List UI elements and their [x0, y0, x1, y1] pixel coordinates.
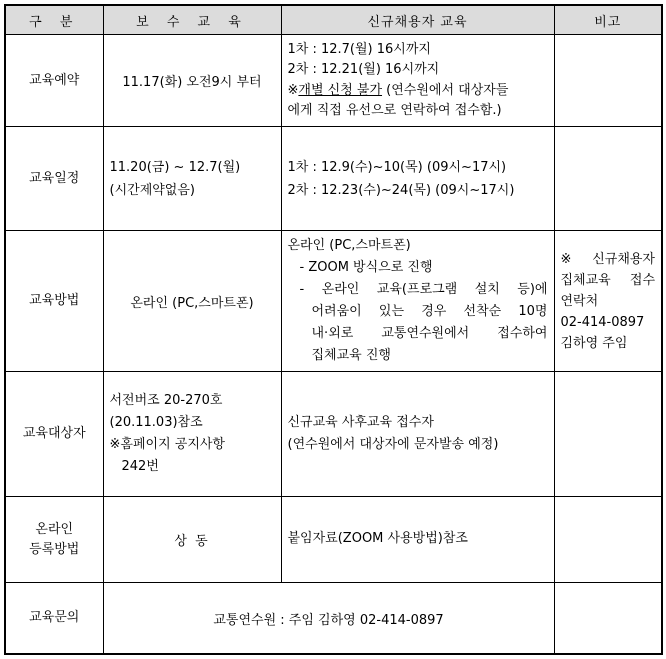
- label-method: 교육방법: [5, 231, 103, 372]
- reservation-existing: 11.17(화) 오전9시 부터: [103, 35, 281, 127]
- target-existing-line4: 242번: [121, 459, 159, 474]
- method-line3: - 온라인 교육(프로그램 설치 등)에: [299, 282, 548, 297]
- header-existing-education: 보 수 교 육: [103, 5, 281, 35]
- remarks-contact-person: 김하영 주임: [560, 335, 628, 351]
- remarks-line1: ※신규채용자: [560, 251, 655, 267]
- target-new-hire-line2: (연수원에서 대상자에 문자발송 예정): [287, 437, 499, 452]
- header-new-hire-education: 신규채용자 교육: [281, 5, 554, 35]
- remarks-phone: 02-414-0897: [560, 314, 645, 330]
- label-target: 교육대상자: [5, 372, 103, 497]
- row-reservation: [5, 35, 662, 127]
- target-existing-line2: (20.11.03)참조: [109, 415, 203, 430]
- row-registration: [5, 497, 662, 583]
- note-rest: (연수원에서 대상자들: [382, 82, 509, 98]
- label-schedule: 교육일정: [5, 127, 103, 231]
- label-registration-line1: 온라인: [35, 521, 74, 537]
- education-table: [4, 4, 663, 655]
- registration-remarks: [554, 497, 662, 583]
- schedule-existing: [103, 127, 281, 231]
- label-registration: [5, 497, 103, 583]
- label-reservation: 교육예약: [5, 35, 103, 127]
- inquiry-contact: 교통연수원 : 주임 김하영 02-414-0897: [103, 583, 554, 655]
- label-inquiry: 교육문의: [5, 583, 103, 655]
- target-remarks: [554, 372, 662, 497]
- row-target: [5, 372, 662, 497]
- row-method: [5, 231, 662, 372]
- method-line4: 어려움이 있는 경우 선착순 10명: [311, 304, 548, 319]
- header-category: 구 분: [5, 5, 103, 35]
- method-remarks: [554, 231, 662, 372]
- method-line2: - ZOOM 방식으로 진행: [299, 260, 433, 275]
- schedule-new-hire: [281, 127, 554, 231]
- target-existing-line1: 서전버조 20-270호: [109, 393, 223, 408]
- schedule-existing-note: (시간제약없음): [109, 182, 195, 198]
- row-inquiry: [5, 583, 662, 655]
- remarks-line3: 연락처: [560, 293, 599, 309]
- method-line6: 집체교육 진행: [311, 348, 391, 363]
- reservation-note-line2: 에게 직접 유선으로 연락하여 접수함.): [287, 103, 502, 118]
- remarks-line2: 집체교육 접수: [560, 272, 655, 288]
- method-line5: 내·외로 교통연수원에서 접수하여: [311, 326, 548, 341]
- target-existing: [103, 372, 281, 497]
- schedule-round1: 1차 : 12.9(수)~10(목) (09시~17시): [287, 159, 507, 175]
- method-new-hire: [281, 231, 554, 372]
- note-mark: ※: [287, 82, 299, 98]
- label-registration-line2: 등록방법: [29, 541, 80, 557]
- header-row: [5, 5, 662, 35]
- schedule-round2: 2차 : 12.23(수)~24(목) (09시~17시): [287, 182, 515, 198]
- registration-new-hire: 붙임자료(ZOOM 사용방법)참조: [281, 497, 554, 583]
- inquiry-remarks: [554, 583, 662, 655]
- reservation-note: [288, 81, 548, 102]
- schedule-existing-period: 11.20(금) ~ 12.7(월): [109, 159, 241, 175]
- schedule-remarks: [554, 127, 662, 231]
- reservation-round1: 1차 : 12.7(월) 16시까지: [287, 41, 431, 57]
- target-existing-line3: ※홈페이지 공지사항: [109, 437, 225, 452]
- header-remarks: 비고: [554, 5, 662, 35]
- method-line1: 온라인 (PC,스마트폰): [287, 238, 411, 253]
- row-schedule: [5, 127, 662, 231]
- note-underlined: 개별 신청 불가: [298, 82, 383, 98]
- target-new-hire-line1: 신규교육 사후교육 접수자: [287, 415, 434, 430]
- reservation-remarks: [554, 35, 662, 127]
- reservation-new-hire: [281, 35, 554, 127]
- registration-existing: 상 동: [103, 497, 281, 583]
- target-new-hire: [281, 372, 554, 497]
- reservation-round2: 2차 : 12.21(월) 16시까지: [287, 62, 440, 77]
- method-existing: 온라인 (PC,스마트폰): [103, 231, 281, 372]
